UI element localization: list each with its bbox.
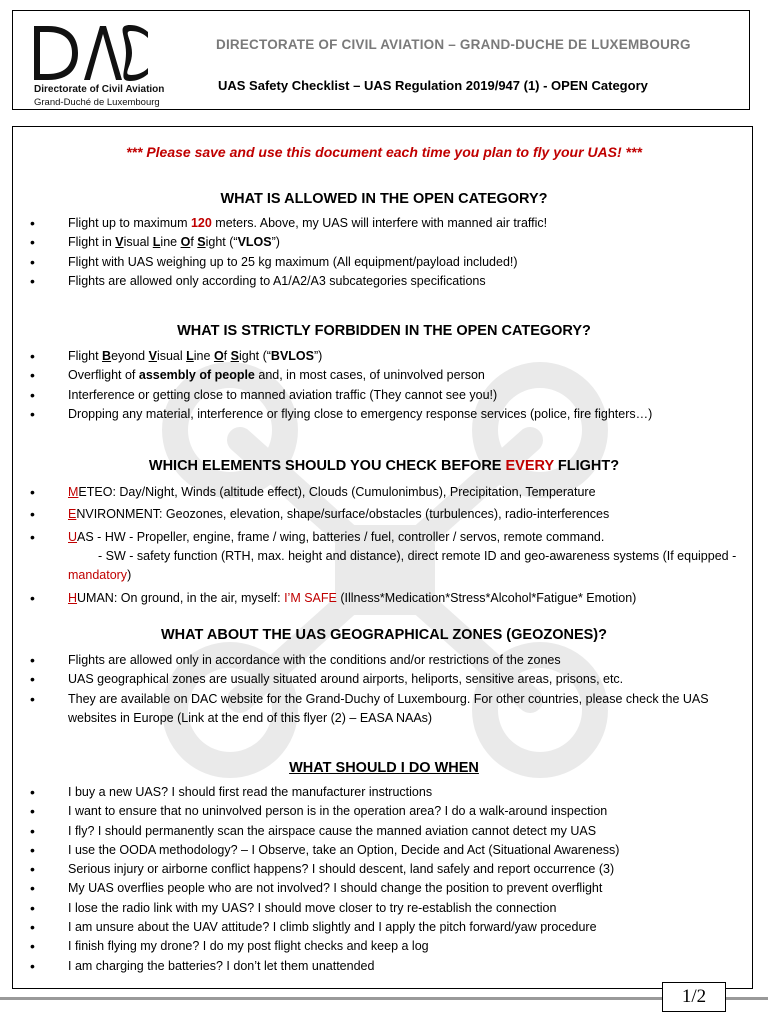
- list-item: • I am unsure about the UAV attitude? I climb slightly and I apply the pitch forward/yaw procedure: [30, 918, 746, 937]
- list-item: • I use the OODA methodology? – I Observe, take an Option, Decide and Act (Situational Awareness): [30, 841, 746, 860]
- save-notice: *** Please save and use this document each time you plan to fly your UAS! ***: [126, 144, 642, 160]
- list-item: • My UAS overflies people who are not involved? I should change the position to prevent overflight: [30, 879, 746, 898]
- list-item: • I buy a new UAS? I should first read the manufacturer instructions: [30, 783, 746, 802]
- list-item: • Overflight of assembly of people and, in most cases, of uninvolved person: [30, 366, 746, 385]
- logo-subtitle-line2: Grand-Duché de Luxembourg: [34, 97, 160, 108]
- geozones-section-title: WHAT ABOUT THE UAS GEOGRAPHICAL ZONES (GEOZONES)?: [160, 627, 607, 643]
- list-item: • Interference or getting close to manned aviation traffic (They cannot see you!): [30, 386, 746, 405]
- list-item: • I finish flying my drone? I do my post flight checks and keep a log: [30, 937, 746, 956]
- list-item: • Flights are allowed only according to A1/A2/A3 subcategories specifications: [30, 272, 746, 291]
- list-item: • I want to ensure that no uninvolved person is in the operation area? I do a walk-around inspection: [30, 802, 746, 821]
- footer-divider: [0, 997, 768, 1000]
- list-item: • I fly? I should permanently scan the airspace cause the manned aviation cannot detect my UAS: [30, 822, 746, 841]
- list-item: • METEO: Day/Night, Winds (altitude effect), Clouds (Cumulonimbus), Precipitation, Temperature: [30, 483, 746, 502]
- list-item: • I lose the radio link with my UAS? I should move closer to try re-establish the connection: [30, 899, 746, 918]
- list-item: • Flight up to maximum 120 meters. Above, my UAS will interfere with manned air traffic!: [30, 214, 746, 233]
- list-item: • Dropping any material, interference or flying close to emergency response services (police, fire fighters…): [30, 405, 746, 424]
- when-section-title: WHAT SHOULD I DO WHEN: [289, 760, 479, 776]
- allowed-list: [30, 214, 746, 291]
- list-item: • Flight in Visual Line Of Sight (“VLOS”): [30, 233, 746, 252]
- logo-subtitle-line1: Directorate of Civil Aviation: [34, 84, 165, 95]
- list-item: • HUMAN: On ground, in the air, myself: I’M SAFE (Illness*Medication*Stress*Alcohol*Fatigue* Emotion): [30, 589, 746, 608]
- check-list: [30, 483, 746, 609]
- list-item: • Flight with UAS weighing up to 25 kg maximum (All equipment/payload included!): [30, 253, 746, 272]
- when-list: [30, 783, 746, 976]
- check-section-title: WHICH ELEMENTS SHOULD YOU CHECK BEFORE EVERY FLIGHT?: [148, 458, 620, 474]
- page-number: 1/2: [662, 982, 726, 1012]
- forbidden-section-title: WHAT IS STRICTLY FORBIDDEN IN THE OPEN CATEGORY?: [177, 323, 591, 339]
- document-title: UAS Safety Checklist – UAS Regulation 2019/947 (1) - OPEN Category: [218, 78, 648, 93]
- list-item: • UAS geographical zones are usually situated around airports, heliports, sensitive areas, prisons, etc.: [30, 670, 746, 689]
- list-item: • ENVIRONMENT: Geozones, elevation, shape/surface/obstacles (turbulences), radio-interferences: [30, 505, 746, 524]
- organization-title: DIRECTORATE OF CIVIL AVIATION – GRAND-DUCHE DE LUXEMBOURG: [216, 37, 691, 52]
- list-item: • Flight Beyond Visual Line Of Sight (“BVLOS”): [30, 347, 746, 366]
- list-item: • UAS - HW - Propeller, engine, frame / wing, batteries / fuel, controller / servos, remote command. - SW - safety function (RTH, max. height and distance), direct remote ID and geo-awareness systems (If equipped - mandatory): [30, 528, 746, 586]
- allowed-section-title: WHAT IS ALLOWED IN THE OPEN CATEGORY?: [220, 191, 548, 207]
- list-item: • I am charging the batteries? I don’t let them unattended: [30, 957, 746, 976]
- list-item: • Serious injury or airborne conflict happens? I should descent, land safely and report occurrence (3): [30, 860, 746, 879]
- list-item: • They are available on DAC website for the Grand-Duchy of Luxembourg. For other countries, please check the UAS websites in Europe (Link at the end of this flyer (2) – EASA NAAs): [30, 690, 746, 729]
- list-item: • Flights are allowed only in accordance with the conditions and/or restrictions of the zones: [30, 651, 746, 670]
- geozones-list: [30, 651, 746, 728]
- forbidden-list: [30, 347, 746, 424]
